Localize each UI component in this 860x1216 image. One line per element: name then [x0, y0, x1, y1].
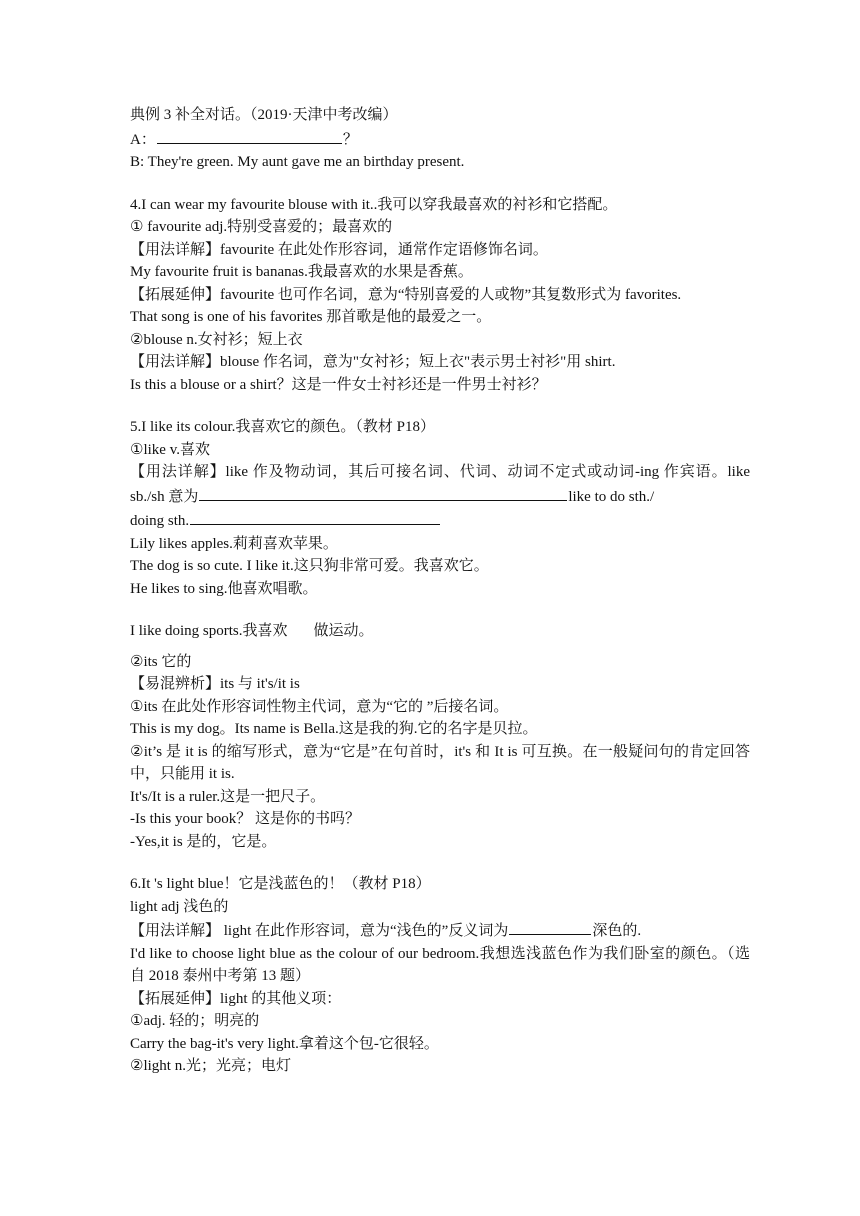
like-example-4-text-2: 做运动。: [313, 623, 374, 639]
light-usage-text: 【用法详解】 light 在此作形容词，意为“浅色的”反义词为: [130, 923, 509, 939]
dialogue-a-suffix: ？: [342, 131, 358, 148]
its-example-2: It's/It is a ruler.这是一把尺子。: [130, 788, 326, 805]
section-5-heading: 5.I like its colour.我喜欢它的颜色。（教材 P18）: [130, 419, 435, 435]
example-3-title: 典例 3 补全对话。（2019·天津中考改编）: [130, 107, 398, 123]
like-example-3: He likes to sing.他喜欢唱歌。: [130, 580, 318, 597]
like-example-1: Lily likes apples.莉莉喜欢苹果。: [130, 535, 338, 552]
light-noun-meaning: ②light n.光；光亮；电灯: [130, 1058, 291, 1074]
light-example: I'd like to choose light blue as the colour of our bedroom.我想选浅蓝色作为我们卧室的颜色。（选自 2018 泰州中考第 13 题）: [130, 945, 750, 984]
dialogue-a-prefix: A：: [130, 131, 156, 148]
like-usage-text-3: doing sth.: [130, 513, 190, 529]
dialogue-line-b: B: They're green. My aunt gave me an birthday present.: [130, 154, 465, 170]
like-usage-text-2: like to do sth./: [568, 488, 655, 505]
like-example-4-text: I like doing sports.我喜欢: [130, 623, 288, 639]
dialogue-line-a: [130, 127, 750, 152]
favourite-usage: 【用法详解】favourite 在此处作形容词，通常作定语修饰名词。: [130, 241, 548, 258]
like-usage-text: 【用法详解】like 作及物动词，其后可接名词、代词、动词不定式或动词-ing 作宾语。like sb./sh 意为: [130, 464, 750, 505]
favourite-example: My favourite fruit is bananas.我最喜欢的水果是香蕉。: [130, 264, 473, 280]
light-definition: light adj 浅色的: [130, 898, 229, 915]
spacer: [130, 853, 750, 873]
answer-blank[interactable]: [190, 508, 440, 525]
answer-blank[interactable]: [509, 918, 591, 935]
like-usage: [130, 461, 750, 508]
spacer: [130, 174, 750, 194]
its-definition: ②its 它的: [130, 653, 192, 670]
blouse-example: Is this a blouse or a shirt？这是一件女士衬衫还是一件男士衬衫？: [130, 376, 547, 393]
spacer: [130, 396, 750, 416]
its-answer: -Yes,it is 是的，它是。: [130, 833, 277, 850]
blouse-usage: 【用法详解】blouse 作名词，意为"女衬衫；短上衣"表示男士衬衫"用 shirt.: [130, 354, 616, 370]
favourite-extension: 【拓展延伸】favourite 也可作名词，意为“特别喜爱的人或物”其复数形式为 favorites.: [130, 286, 682, 303]
like-example-2: The dog is so cute. I like it.这只狗非常可爱。我喜欢它。: [130, 558, 489, 574]
light-adj-example: Carry the bag-it's very light.拿着这个包-它很轻。: [130, 1035, 439, 1052]
spacer: [130, 600, 750, 620]
like-usage-cont: [130, 508, 750, 533]
answer-blank[interactable]: [157, 127, 342, 144]
section-6-heading: 6.It 's light blue！它是浅蓝色的！（教材 P18）: [130, 876, 431, 892]
its-explanation: ①its 在此处作形容词性物主代词，意为“它的 ”后接名词。: [130, 698, 509, 715]
its-contraction-explanation: ②it’s 是 it is 的缩写形式，意为“它是”在句首时，it's 和 It is 可互换。在一般疑问句的肯定回答中，只能用 it is.: [130, 743, 750, 782]
answer-blank[interactable]: [199, 484, 567, 501]
light-extension: 【拓展延伸】light 的其他义项：: [130, 990, 342, 1007]
blouse-definition: ②blouse n.女衬衫；短上衣: [130, 331, 303, 348]
its-example: This is my dog。Its name is Bella.这是我的狗.它的名字是贝拉。: [130, 721, 538, 737]
favorites-example: That song is one of his favorites 那首歌是他的最爱之一。: [130, 309, 492, 325]
section-4-heading: 4.I can wear my favourite blouse with it..我可以穿我最喜欢的衬衫和它搭配。: [130, 196, 618, 213]
like-definition: ①like v.喜欢: [130, 441, 210, 458]
favourite-definition: ① favourite adj.特别受喜爱的；最喜欢的: [130, 219, 393, 235]
its-question: -Is this your book？ 这是你的书吗？: [130, 811, 360, 827]
light-usage-text-2: 深色的.: [592, 923, 642, 939]
spacer: [130, 643, 750, 651]
its-comparison-title: 【易混辨析】its 与 it's/it is: [130, 676, 300, 692]
document-page: [130, 104, 750, 1078]
like-example-4: [130, 620, 750, 643]
light-adj-meaning: ①adj. 轻的；明亮的: [130, 1013, 260, 1029]
light-usage: [130, 918, 750, 943]
